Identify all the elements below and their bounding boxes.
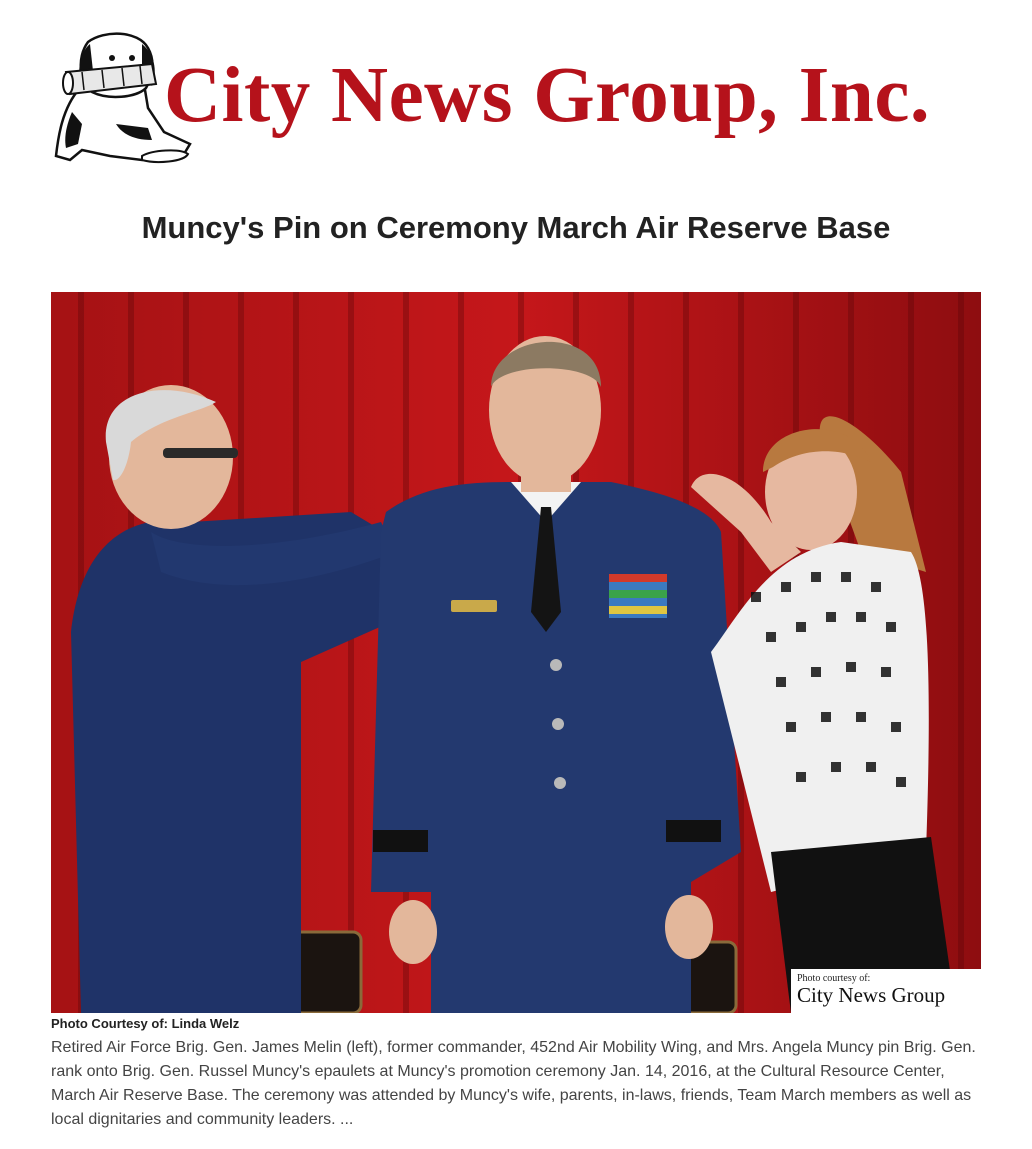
article-title[interactable]: Muncy's Pin on Ceremony March Air Reserve Base <box>141 210 891 245</box>
masthead <box>52 28 972 173</box>
watermark-brand: City News Group <box>797 983 946 1007</box>
article-photo[interactable] <box>51 292 981 1013</box>
photo-credit: Photo Courtesy of: Linda Welz <box>51 1016 240 1031</box>
ceremony-photo-illustration <box>51 292 981 1013</box>
brand-name[interactable]: City News Group, Inc. <box>164 52 931 139</box>
watermark-label: Photo courtesy of: <box>797 973 871 984</box>
photo-watermark <box>791 969 981 1013</box>
article-caption: Retired Air Force Brig. Gen. James Melin (left), former commander, 452nd Air Mobility Wing, and Mrs. Angela Muncy pin Brig. Gen. rank onto Brig. Gen. Russel Muncy's epaulets at Muncy's promotion ceremony Jan. 14, 2016, at the Cultural Resource Center, March Air Reserve Base. The ceremony was attended by Muncy's wife, parents, in-laws, friends, Team March members as well as local dignitaries and community leaders. ... <box>51 1039 976 1128</box>
